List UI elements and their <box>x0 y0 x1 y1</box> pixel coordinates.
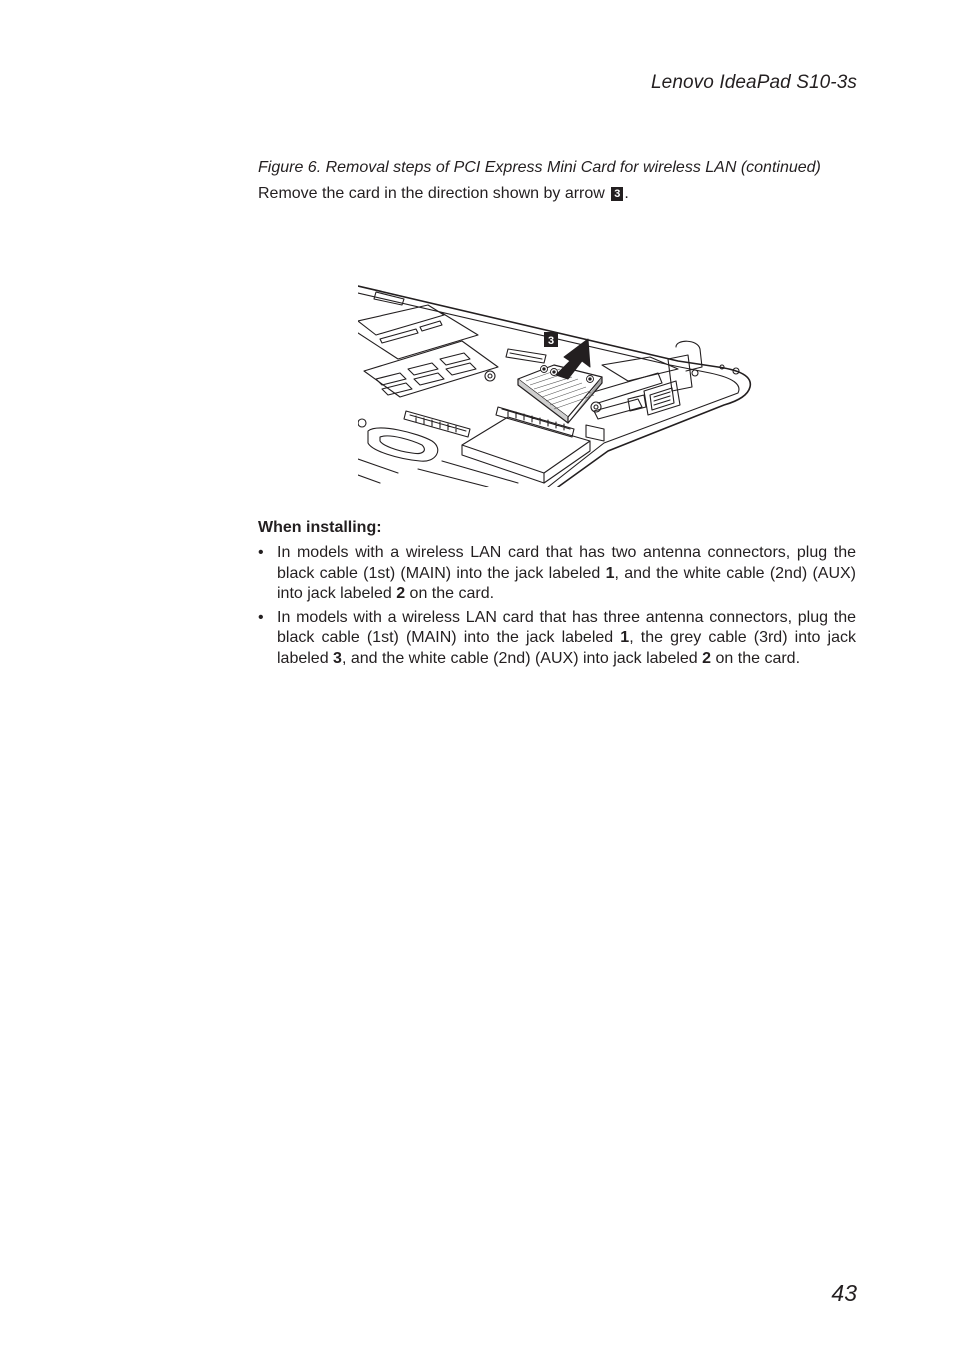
note-text: In models with a wireless LAN card that has two antenna connectors, plug the black cable (1st) (MAIN) into the jack labeled <box>277 544 856 582</box>
arrow-number-badge: 3 <box>611 187 623 201</box>
page-number: 43 <box>831 1280 857 1306</box>
instruction-end: . <box>624 185 629 202</box>
instruction-text: Remove the card in the direction shown by arrow <box>258 185 605 202</box>
bullet-marker: • <box>258 544 264 561</box>
wireless-card-removal-illustration <box>358 283 754 487</box>
figure-caption: Figure 6. Removal steps of PCI Express Mini Card for wireless LAN (continued) <box>258 159 821 176</box>
jack-number: 1 <box>620 629 630 646</box>
bullet-marker: • <box>258 608 264 626</box>
note-text: In models with a wireless LAN card that has three antenna connectors, plug the black cable (1st) (MAIN) into the jack labeled <box>277 608 856 646</box>
io-ports <box>628 341 739 415</box>
list-item <box>258 608 856 670</box>
figure-instruction <box>258 185 856 203</box>
arrow-label-text: 3 <box>547 335 555 347</box>
note-text: , and the white cable (2nd) (AUX) into jack labeled <box>341 649 703 667</box>
jack-number: 2 <box>396 585 406 602</box>
note-text: , the grey cable (3rd) into jack labeled <box>277 629 856 667</box>
running-header-title: Lenovo IdeaPad S10-3s <box>651 72 857 93</box>
list-item <box>258 543 856 605</box>
jack-number: 2 <box>702 649 712 667</box>
jack-number: 3 <box>333 649 342 667</box>
note-text: , and the white cable (2nd) (AUX) into jack labeled <box>277 564 857 602</box>
installation-notes-list <box>258 543 856 672</box>
memory-module <box>358 305 498 397</box>
arrow-label-3 <box>544 332 558 347</box>
note-text: on the card. <box>405 585 495 602</box>
note-text: on the card. <box>711 649 801 667</box>
jack-number: 1 <box>605 564 615 582</box>
when-installing-heading: When installing: <box>258 519 382 536</box>
